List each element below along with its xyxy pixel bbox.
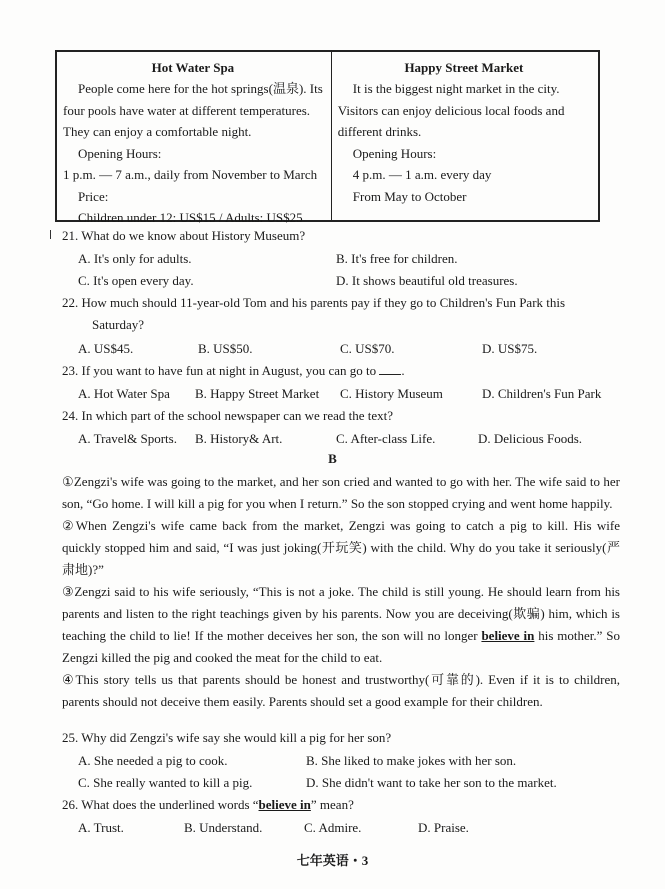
- question-23-text: 23. If you want to have fun at night in August, you can go to: [62, 363, 377, 378]
- option-b: B. History& Art.: [195, 431, 283, 446]
- option-a: A. It's only for adults.: [78, 251, 192, 266]
- spa-line: People come here for the hot springs(温泉). Its: [78, 81, 323, 96]
- question-24-stem: 24. In which part of the school newspaper can we read the text?: [62, 408, 394, 423]
- happy-street-market-cell: [332, 52, 598, 220]
- p3-text-a: ③Zengzi said to his wife seriously, “This is not a joke. The child is still young. He should learn from his parents and listen to the right teachings given by his parents. Now you are deceiving(欺骗) him, which is teaching the child to lie! If the mother deceives her son, the son will no longer: [62, 584, 620, 643]
- option-d: D. US$75.: [482, 341, 538, 356]
- question-22-stem: 22. How much should 11-year-old Tom and his parents pay if they go to Children's Fun Park this: [62, 295, 566, 310]
- question-25-stem: 25. Why did Zengzi's wife say she would kill a pig for her son?: [62, 730, 392, 745]
- passage-paragraph-4: ④This story tells us that parents should be honest and trustworthy(可靠的). Even if it is to children, parents should not deceive them easily. Parents should set a good example for their children.: [62, 672, 620, 709]
- info-table: [55, 50, 600, 225]
- spa-line: four pools have water at different temperatures.: [63, 102, 311, 118]
- passage-paragraph-1: ①Zengzi's wife was going to the market, and her son cried and wanted to go with her. The wife said to her son, “Go home. I will kill a pig for you when I return.” So the son stopped crying and went home happily.: [62, 474, 620, 511]
- market-title: Happy Street Market: [404, 60, 524, 75]
- margin-mark: [50, 230, 51, 239]
- option-b: B. Happy Street Market: [195, 386, 320, 401]
- hot-water-spa-cell: [57, 52, 332, 225]
- market-hours: 4 p.m. — 1 a.m. every day: [352, 167, 492, 182]
- option-a: A. Trust.: [78, 820, 124, 835]
- spa-hours: 1 p.m. — 7 a.m., daily from November to March: [63, 167, 318, 182]
- question-26-stem: [62, 797, 354, 813]
- market-hours-label: Opening Hours:: [352, 145, 437, 161]
- page-footer: 七年英语・3: [296, 853, 369, 868]
- option-d: D. Praise.: [418, 820, 469, 835]
- option-a: A. Hot Water Spa: [78, 386, 170, 401]
- spa-hours-label: Opening Hours:: [78, 145, 162, 161]
- option-d: D. Children's Fun Park: [482, 386, 602, 401]
- question-22-stem-cont: Saturday?: [92, 317, 144, 332]
- section-b-heading: B: [328, 451, 337, 466]
- option-c: C. After-class Life.: [336, 431, 436, 446]
- p3-text-b: his mother.” So Zengzi killed the pig and cooked the meat for the child to eat.: [62, 628, 620, 665]
- answer-blank: [379, 364, 401, 375]
- question-23-stem: [62, 363, 405, 379]
- option-a: A. Travel& Sports.: [78, 431, 177, 446]
- option-b: B. US$50.: [198, 341, 253, 356]
- underlined-believe-in: believe in: [481, 628, 535, 643]
- option-a: A. She needed a pig to cook.: [78, 753, 228, 768]
- passage-paragraph-2: ②When Zengzi's wife came back from the market, Zengzi was going to catch a pig to kill. His wife quickly stopped him and said, “I was just joking(开玩笑) with the child. Why do you take it seriously(严肃地)?”: [62, 518, 620, 577]
- market-line: It is the biggest night market in the city.: [352, 81, 560, 96]
- option-d: D. She didn't want to take her son to the market.: [306, 775, 557, 790]
- q26-post: ” mean?: [310, 797, 354, 812]
- option-b: B. She liked to make jokes with her son.: [306, 753, 517, 768]
- passage-paragraph-3: [62, 581, 620, 669]
- spa-title: Hot Water Spa: [151, 60, 235, 75]
- question-23-end: .: [401, 363, 405, 378]
- option-b: B. Understand.: [184, 820, 263, 835]
- option-c: C. She really wanted to kill a pig.: [78, 775, 253, 790]
- q26-pre: 26. What does the underlined words “: [62, 797, 259, 812]
- option-d: D. It shows beautiful old treasures.: [336, 273, 518, 288]
- option-c: C. It's open every day.: [78, 273, 194, 288]
- market-line: different drinks.: [337, 124, 422, 139]
- spa-price: Children under 12: US$15 / Adults: US$25: [78, 210, 303, 225]
- q26-underlined: believe in: [258, 797, 311, 812]
- option-c: C. Admire.: [304, 820, 362, 835]
- option-c: C. US$70.: [340, 341, 395, 356]
- market-line: Visitors can enjoy delicious local foods and: [337, 102, 565, 118]
- market-season: From May to October: [352, 188, 467, 204]
- option-a: A. US$45.: [78, 341, 134, 356]
- option-c: C. History Museum: [340, 386, 443, 401]
- passage: [62, 471, 620, 713]
- option-b: B. It's free for children.: [336, 251, 458, 266]
- spa-line: They can enjoy a comfortable night.: [63, 124, 252, 139]
- spa-price-label: Price:: [78, 188, 109, 204]
- option-d: D. Delicious Foods.: [478, 431, 582, 446]
- question-21-stem: 21. What do we know about History Museum?: [62, 228, 306, 243]
